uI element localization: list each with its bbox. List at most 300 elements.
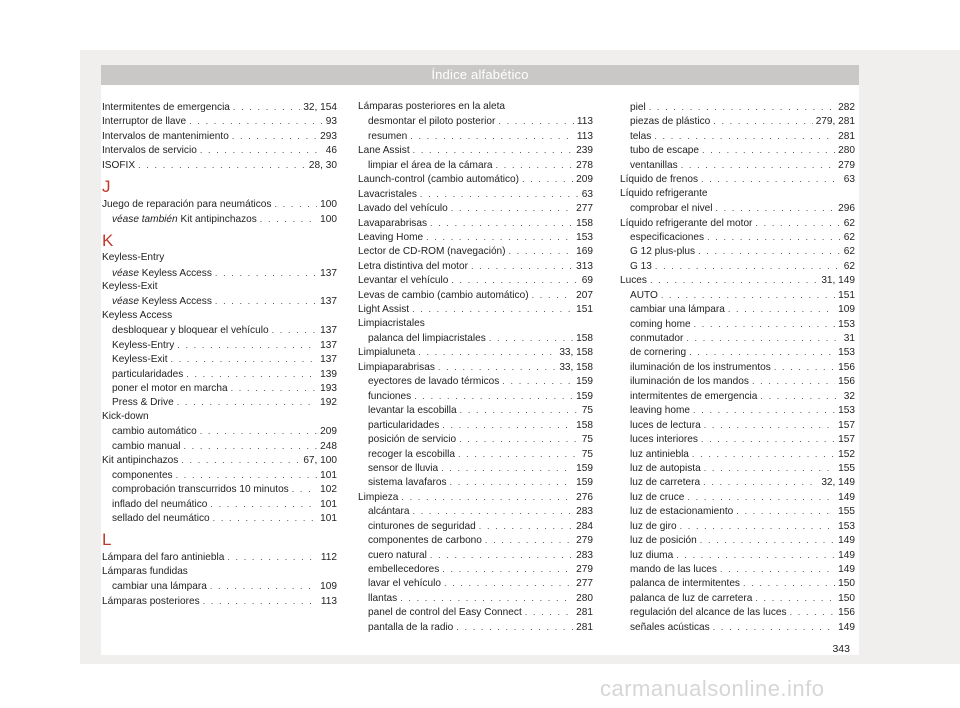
entry-label: ISOFIX [102, 159, 136, 171]
page-reference: 278 [576, 159, 593, 171]
page-reference: 281 [838, 130, 855, 142]
index-column-2 [358, 100, 593, 634]
page-reference: 63 [581, 188, 593, 200]
dot-leader [532, 288, 574, 302]
index-subentry [620, 143, 855, 157]
page-number: 343 [832, 643, 850, 655]
entry-label: véase Keyless Access [112, 296, 212, 308]
page-reference: 75 [581, 405, 593, 417]
entry-label: panel de control del Easy Connect [368, 607, 522, 619]
page-reference: 102 [320, 484, 337, 496]
page-reference: 169 [576, 246, 593, 258]
entry-label: Leaving Home [358, 231, 424, 243]
dot-leader [743, 576, 835, 590]
entry-label: luz de carretera [630, 477, 701, 489]
entry-label: señales acústicas [630, 621, 710, 633]
index-subentry [358, 403, 593, 417]
page-reference: 32, 149 [821, 477, 855, 489]
page-reference: 33, 158 [559, 361, 593, 373]
page-reference: 69 [581, 275, 593, 287]
dot-leader [171, 352, 318, 366]
index-entry [102, 129, 337, 143]
index-entry [102, 197, 337, 211]
entry-label: Limpiaparabrisas [358, 361, 435, 373]
index-entry [102, 143, 337, 157]
entry-label: cambiar una lámpara [630, 304, 725, 316]
dot-leader [210, 497, 317, 511]
page-reference: 277 [576, 578, 593, 590]
page-reference: 109 [320, 581, 337, 593]
entry-label: Levantar el vehículo [358, 275, 449, 287]
index-subentry [620, 331, 855, 345]
dot-leader [502, 374, 573, 388]
dot-leader [181, 453, 300, 467]
entry-label: G 12 plus-plus [630, 246, 696, 258]
dot-leader [661, 288, 835, 302]
page-reference: 109 [838, 304, 855, 316]
dot-leader [790, 605, 836, 619]
dot-leader [650, 273, 818, 287]
entry-label: de cornering [630, 347, 687, 359]
dot-leader [438, 360, 556, 374]
page-reference: 32 [843, 390, 855, 402]
entry-label: palanca de intermitentes [630, 578, 740, 590]
entry-label: Keyless-Entry [112, 339, 175, 351]
page-reference: 159 [576, 390, 593, 402]
dot-leader [200, 143, 323, 157]
dot-leader [496, 158, 574, 172]
index-subentry [358, 605, 593, 619]
dot-leader [413, 143, 574, 157]
page-reference: 153 [838, 347, 855, 359]
index-subentry [620, 129, 855, 143]
entry-label: Intervalos de servicio [102, 145, 197, 157]
entry-label: Letra distintiva del motor [358, 260, 468, 272]
dot-leader [450, 475, 574, 489]
dot-leader [700, 533, 835, 547]
entry-label: Limpiacristales [358, 317, 425, 329]
dot-leader [701, 172, 841, 186]
entry-label: Limpialuneta [358, 347, 416, 359]
entry-label: luz diuma [630, 549, 674, 561]
page-reference: 156 [838, 607, 855, 619]
section-letter: K [102, 231, 114, 251]
index-subentry [358, 461, 593, 475]
page-reference: 283 [576, 506, 593, 518]
dot-leader [755, 591, 835, 605]
index-entry [102, 594, 337, 608]
dot-leader [456, 620, 573, 634]
page-reference: 150 [838, 578, 855, 590]
dot-leader [213, 511, 318, 525]
entry-label: Lámpara del faro antiniebla [102, 552, 225, 564]
page-reference: 149 [838, 621, 855, 633]
index-subentry [358, 475, 593, 489]
entry-label: cambio manual [112, 440, 181, 452]
dot-leader [183, 439, 317, 453]
index-subentry [358, 158, 593, 172]
index-entry [102, 410, 337, 424]
index-subentry [102, 266, 337, 280]
page-reference: 207 [576, 289, 593, 301]
dot-leader [752, 374, 835, 388]
entry-label: piel [630, 102, 646, 113]
dot-leader [479, 519, 573, 533]
dot-leader [200, 424, 317, 438]
dot-leader [444, 576, 573, 590]
dot-leader [649, 100, 835, 114]
index-entry [358, 302, 593, 316]
dot-leader [401, 490, 573, 504]
page-reference: 153 [838, 405, 855, 417]
index-subentry [620, 475, 855, 489]
page-reference: 139 [320, 368, 337, 380]
page-reference: 239 [576, 145, 593, 157]
entry-label: sellado del neumático [112, 512, 210, 524]
index-subentry [358, 114, 593, 128]
entry-label: tubo de escape [630, 145, 700, 157]
index-subentry [358, 591, 593, 605]
dot-leader [681, 158, 835, 172]
dot-leader [442, 418, 573, 432]
entry-label: palanca del limpiacristales [368, 333, 486, 344]
entry-label: iluminación de los mandos [630, 376, 749, 388]
page-reference: 75 [581, 434, 593, 446]
entry-label: posición de servicio [368, 434, 457, 446]
entry-label: cambiar una lámpara [112, 581, 207, 593]
page-reference: 279 [838, 159, 855, 171]
page-reference: 193 [320, 383, 337, 394]
index-entry [358, 172, 593, 186]
entry-label: Kit antipinchazos [102, 455, 179, 467]
dot-leader [260, 212, 317, 226]
index-subentry [620, 259, 855, 273]
dot-leader [186, 367, 317, 381]
index-entry [102, 550, 337, 564]
index-entry [358, 201, 593, 215]
entry-label: eyectores de lavado térmicos [368, 376, 500, 388]
index-entry [358, 100, 593, 114]
entry-label: coming home [630, 318, 691, 330]
index-entry [102, 251, 337, 265]
index-subentry [102, 352, 337, 366]
page-reference: 157 [838, 434, 855, 446]
page-reference: 284 [576, 520, 593, 532]
page-reference: 113 [576, 116, 593, 128]
dot-leader [703, 475, 818, 489]
page-reference: 150 [838, 592, 855, 604]
entry-label: véase Keyless Access [112, 267, 212, 279]
page-reference: 158 [576, 419, 593, 431]
entry-label: mando de las luces [630, 564, 717, 575]
page-reference: 137 [320, 267, 337, 279]
page-reference: 31 [843, 333, 855, 344]
page-reference: 192 [320, 397, 337, 409]
page-reference: 149 [838, 491, 855, 503]
entry-label: componentes [112, 469, 173, 481]
entry-label: Limpieza [358, 491, 399, 503]
entry-label: Luces [620, 275, 647, 287]
entry-label: Keyless-Exit [102, 280, 158, 292]
entry-label: sensor de lluvia [368, 462, 439, 474]
index-subentry [102, 468, 337, 482]
index-entry [358, 317, 593, 331]
index-entry [620, 273, 855, 287]
entry-label: especificaciones [630, 231, 705, 243]
index-subentry [102, 482, 337, 496]
index-subentry [358, 533, 593, 547]
entry-label: Lámparas posteriores en la aleta [358, 101, 506, 112]
entry-label: inflado del neumático [112, 498, 208, 510]
page-reference: 32, 154 [303, 102, 337, 113]
dot-leader [410, 129, 574, 143]
entry-label: cinturones de seguridad [368, 520, 476, 532]
entry-label: pantalla de la radio [368, 621, 454, 633]
page-reference: 101 [320, 498, 337, 510]
index-subentry [358, 374, 593, 388]
dot-leader [215, 266, 317, 280]
dot-leader [694, 317, 836, 331]
page-reference: 137 [320, 354, 337, 366]
entry-label: levantar la escobilla [368, 405, 457, 417]
index-subentry [102, 579, 337, 593]
index-entry [620, 216, 855, 230]
entry-label: luces de lectura [630, 419, 701, 431]
index-subentry [620, 418, 855, 432]
page-title: Índice alfabético [101, 65, 859, 85]
index-subentry [620, 461, 855, 475]
entry-label: componentes de carbono [368, 535, 482, 547]
page-reference: 62 [843, 217, 855, 229]
index-subentry [620, 519, 855, 533]
dot-leader [210, 579, 317, 593]
index-subentry [102, 212, 337, 226]
index-subentry [620, 100, 855, 114]
page-reference: 137 [320, 296, 337, 308]
entry-label: desbloquear y bloquear el vehículo [112, 325, 269, 337]
page-reference: 157 [838, 419, 855, 431]
page-reference: 112 [320, 552, 337, 564]
dot-leader [413, 504, 574, 518]
entry-label: ventanillas [630, 159, 678, 171]
entry-label: Lavado del vehículo [358, 203, 448, 215]
index-column-3 [620, 100, 855, 634]
index-subentry [102, 497, 337, 511]
index-entry [102, 100, 337, 114]
index-entry [358, 143, 593, 157]
page-reference: 67, 100 [303, 455, 337, 467]
entry-label: Intervalos de mantenimiento [102, 130, 229, 142]
index-subentry [620, 201, 855, 215]
dot-leader [189, 114, 323, 128]
dot-leader [774, 360, 835, 374]
index-subentry [620, 605, 855, 619]
page-reference: 296 [838, 203, 855, 215]
index-subentry [358, 331, 593, 345]
section-letter: J [102, 177, 111, 197]
page-reference: 279, 281 [815, 116, 855, 128]
entry-label: Juego de reparación para neumáticos [102, 199, 272, 211]
dot-leader [451, 273, 578, 287]
watermark: carmanualsonline.info [600, 676, 825, 701]
dot-leader [702, 143, 835, 157]
entry-label: Keyless-Entry [102, 252, 165, 264]
entry-label: Keyless-Exit [112, 354, 168, 366]
index-entry [102, 309, 337, 323]
index-subentry [358, 129, 593, 143]
dot-leader [274, 197, 317, 211]
page-reference: 62 [843, 260, 855, 272]
entry-label: luz antiniebla [630, 448, 689, 460]
index-subentry [102, 381, 337, 395]
page-reference: 276 [576, 491, 593, 503]
index-subentry [620, 576, 855, 590]
dot-leader [177, 338, 317, 352]
index-subentry [358, 418, 593, 432]
entry-label: conmutador [630, 333, 684, 344]
entry-label: sistema lavafaros [368, 477, 447, 489]
page-reference: 93 [325, 116, 337, 128]
dot-leader [728, 302, 835, 316]
entry-label: Líquido de frenos [620, 174, 699, 186]
index-subentry [358, 548, 593, 562]
index-entry [102, 158, 337, 172]
entry-label: Light Assist [358, 304, 410, 316]
index-subentry [358, 576, 593, 590]
entry-label: alcántara [368, 506, 410, 518]
page-reference: 63 [843, 174, 855, 186]
page-reference: 293 [320, 130, 337, 142]
dot-leader [420, 187, 579, 201]
entry-label: Líquido refrigerante [620, 187, 708, 199]
entry-label: véase también Kit antipinchazos [112, 213, 257, 225]
page-reference: 159 [576, 462, 593, 474]
entry-label: limpiar el área de la cámara [368, 159, 493, 171]
index-subentry [102, 511, 337, 525]
entry-label: luz de cruce [630, 491, 685, 503]
index-subentry [102, 367, 337, 381]
dot-leader [441, 461, 573, 475]
dot-leader [176, 468, 318, 482]
dot-leader [426, 230, 573, 244]
page-reference: 33, 158 [559, 347, 593, 359]
index-entry [358, 273, 593, 287]
entry-label: leaving home [630, 405, 691, 417]
entry-label: Lámparas posteriores [102, 595, 200, 607]
page-reference: 137 [320, 325, 337, 337]
cross-reference: véase [112, 267, 139, 279]
cross-reference: véase también [112, 213, 178, 225]
index-entry [102, 565, 337, 579]
dot-leader [704, 461, 835, 475]
index-subentry [620, 158, 855, 172]
dot-leader [525, 605, 573, 619]
index-subentry [620, 302, 855, 316]
entry-label: llantas [368, 592, 398, 604]
page-reference: 153 [838, 520, 855, 532]
entry-label: AUTO [630, 289, 658, 301]
page-reference: 149 [838, 549, 855, 561]
entry-label: Levas de cambio (cambio automático) [358, 289, 529, 301]
dot-leader [680, 519, 836, 533]
page-reference: 75 [581, 448, 593, 460]
index-subentry [102, 338, 337, 352]
index-subentry [358, 620, 593, 634]
dot-leader [418, 345, 556, 359]
page-reference: 137 [320, 339, 337, 351]
dot-leader [713, 114, 812, 128]
index-entry [358, 360, 593, 374]
page-reference: 155 [838, 506, 855, 518]
dot-leader [233, 100, 300, 114]
dot-leader [460, 403, 579, 417]
index-subentry [620, 114, 855, 128]
dot-leader [400, 591, 573, 605]
entry-label: palanca de luz de carretera [630, 592, 753, 604]
page-reference: 281 [576, 607, 593, 619]
index-subentry [620, 591, 855, 605]
page-reference: 100 [320, 213, 337, 225]
index-subentry [620, 288, 855, 302]
page-reference: 156 [838, 361, 855, 373]
dot-leader [414, 389, 573, 403]
page-reference: 153 [838, 318, 855, 330]
entry-label: luz de posición [630, 535, 697, 547]
dot-leader [509, 244, 574, 258]
dot-leader [736, 504, 835, 518]
entry-label: Kick-down [102, 410, 149, 422]
dot-leader [755, 216, 840, 230]
page-reference: 159 [576, 376, 593, 388]
dot-leader [272, 323, 318, 337]
entry-label: cambio automático [112, 426, 197, 438]
index-subentry [358, 432, 593, 446]
entry-label: lavar el vehículo [368, 578, 441, 590]
page-reference: 156 [838, 376, 855, 388]
page-reference: 149 [838, 535, 855, 547]
index-subentry [620, 504, 855, 518]
index-entry [358, 490, 593, 504]
dot-leader [232, 129, 317, 143]
page-reference: 153 [576, 231, 593, 243]
dot-leader [686, 331, 840, 345]
entry-label: piezas de plástico [630, 116, 711, 128]
index-subentry [358, 562, 593, 576]
dot-leader [693, 403, 835, 417]
index-subentry [620, 360, 855, 374]
page-reference: 313 [576, 260, 593, 272]
index-entry [102, 114, 337, 128]
dot-leader [485, 533, 573, 547]
dot-leader [698, 244, 841, 258]
page-reference: 279 [576, 535, 593, 547]
page-reference: 280 [576, 592, 593, 604]
dot-leader [522, 172, 573, 186]
page-reference: 113 [576, 130, 593, 142]
dot-leader [459, 432, 579, 446]
dot-leader [760, 389, 840, 403]
index-entry [358, 216, 593, 230]
entry-label: cuero natural [368, 549, 427, 561]
entry-label: Interruptor de llave [102, 116, 187, 128]
index-entry [358, 345, 593, 359]
page-reference: 248 [320, 440, 337, 452]
dot-leader [701, 432, 835, 446]
entry-label: recoger la escobilla [368, 448, 455, 460]
dot-leader [231, 381, 318, 395]
entry-label: iluminación de los instrumentos [630, 361, 771, 373]
index-entry [620, 172, 855, 186]
